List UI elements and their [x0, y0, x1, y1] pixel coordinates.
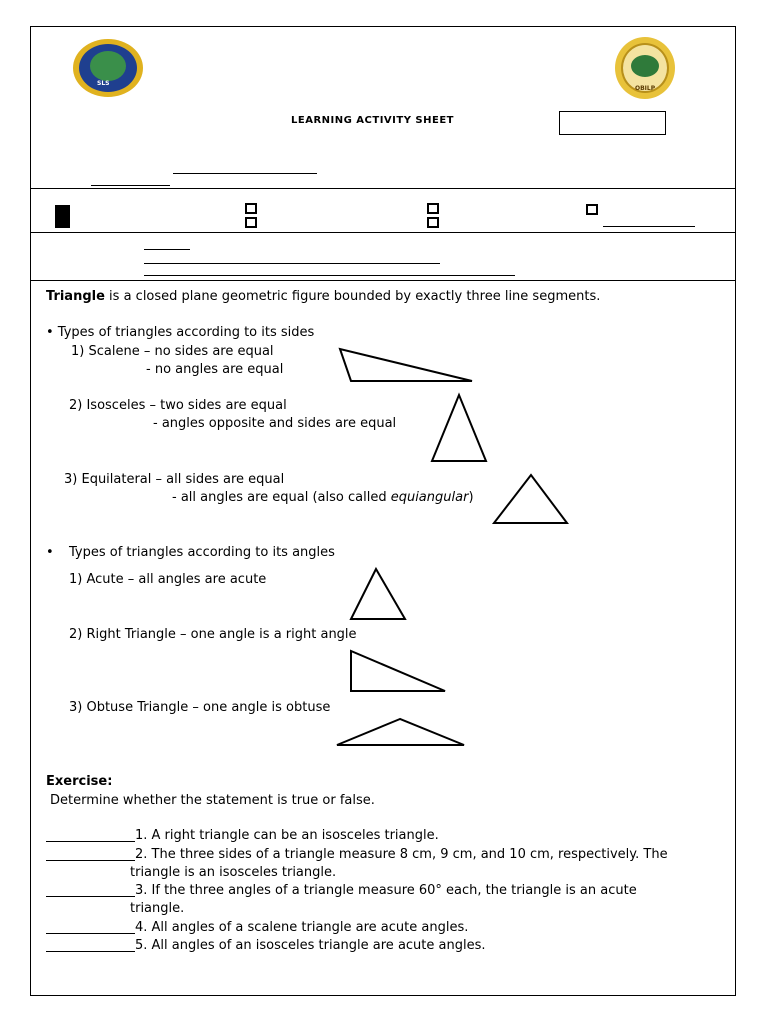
equilateral-line2-pre: - all angles are equal (also called [172, 490, 391, 505]
obtuse-triangle [337, 719, 464, 745]
scalene-triangle [340, 349, 472, 381]
exercise-item-5: 5. All angles of an isosceles triangle are acute angles. [135, 938, 486, 953]
exercise-item-2-cont: triangle is an isosceles triangle. [130, 865, 337, 880]
acute-line: 1) Acute – all angles are acute [69, 572, 267, 587]
answer-blank-5[interactable] [46, 951, 135, 952]
seal-right-text: OBILP [635, 85, 656, 92]
equilateral-triangle [494, 475, 567, 523]
seal-left-text: SLS [97, 80, 110, 87]
exercise-item-4: 4. All angles of a scalene triangle are acute angles. [135, 920, 469, 935]
equilateral-line2-em: equiangular [390, 490, 469, 505]
exercise-heading: Exercise: [46, 774, 113, 789]
answer-blank-3[interactable] [46, 896, 135, 897]
right-triangle [351, 651, 445, 691]
sides-heading: • Types of triangles according to its sides [46, 325, 315, 340]
answer-blank-1[interactable] [46, 841, 135, 842]
sheet-title: LEARNING ACTIVITY SHEET [291, 115, 454, 126]
scalene-line1: 1) Scalene – no sides are equal [71, 344, 274, 359]
equilateral-line2-post: ) [468, 490, 474, 505]
exercise-instruction: Determine whether the statement is true or false. [50, 793, 375, 808]
exercise-item-2: 2. The three sides of a triangle measure 8 cm, 9 cm, and 10 cm, respectively. The [135, 847, 668, 862]
exercise-item-3-cont: triangle. [130, 901, 185, 916]
obtuse-line: 3) Obtuse Triangle – one angle is obtuse [69, 700, 331, 715]
activity-sheet [30, 26, 736, 996]
answer-blank-2[interactable] [46, 860, 135, 861]
definition-term: Triangle [46, 289, 105, 304]
right-line: 2) Right Triangle – one angle is a right angle [69, 627, 357, 642]
angles-heading: Types of triangles according to its angles [69, 545, 335, 560]
isosceles-triangle [432, 395, 486, 461]
isosceles-line2: - angles opposite and sides are equal [153, 416, 397, 431]
angles-bullet: • [46, 545, 54, 560]
isosceles-line1: 2) Isosceles – two sides are equal [69, 398, 287, 413]
acute-triangle [351, 569, 405, 619]
exercise-item-1: 1. A right triangle can be an isosceles triangle. [135, 828, 439, 843]
scalene-line2: - no angles are equal [146, 362, 284, 377]
equilateral-line1: 3) Equilateral – all sides are equal [64, 472, 285, 487]
exercise-item-3: 3. If the three angles of a triangle measure 60° each, the triangle is an acute [135, 883, 637, 898]
answer-blank-4[interactable] [46, 933, 135, 934]
definition-text: is a closed plane geometric figure bounded by exactly three line segments. [104, 289, 601, 304]
